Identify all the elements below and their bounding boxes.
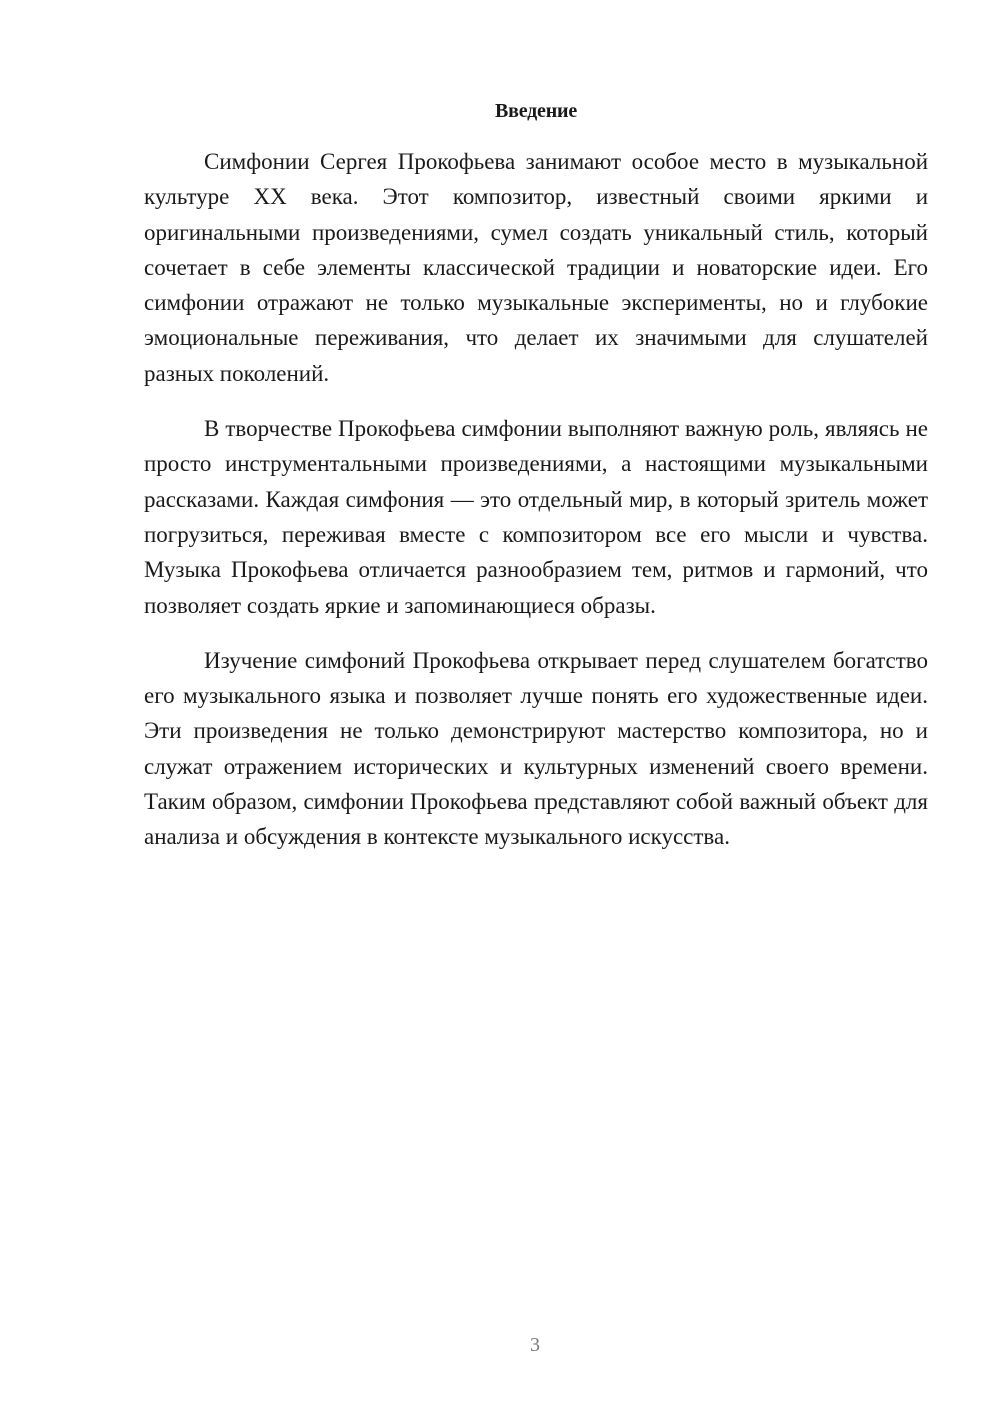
page-content	[144, 96, 928, 875]
paragraph-3: Изучение симфоний Прокофьева открывает перед слушателем богатство его музыкального языка и позволяет лучше понять его художественные идеи. Эти произведения не только демонстрируют мастерство композитора, но и служат отражением исторических и культурных изменений своего времени. Таким образом, симфонии Прокофьева представляют собой важный объект для анализа и обсуждения в контексте музыкального искусства.	[144, 647, 928, 850]
paragraph-1: Симфонии Сергея Прокофьева занимают особое место в музыкальной культуре XX века. Этот композитор, известный своими яркими и оригинальными произведениями, сумел создать уникальный стиль, который сочетает в себе элементы классической традиции и новаторские идеи. Его симфонии отражают не только музыкальные эксперименты, но и глубокие эмоциональные переживания, что делает их значимыми для слушателей разных поколений.	[144, 149, 928, 386]
paragraph-2: В творчестве Прокофьева симфонии выполняют важную роль, являясь не просто инструментальными произведениями, а настоящими музыкальными рассказами. Каждая симфония — это отдельный мир, в который зритель может погрузиться, переживая вместе с композитором все его мысли и чувства. Музыка Прокофьева отличается разнообразием тем, ритмов и гармоний, что позволяет создать яркие и запоминающиеся образы.	[144, 416, 928, 618]
section-heading: Введение	[494, 100, 578, 122]
page-number: 3	[530, 1334, 540, 1356]
